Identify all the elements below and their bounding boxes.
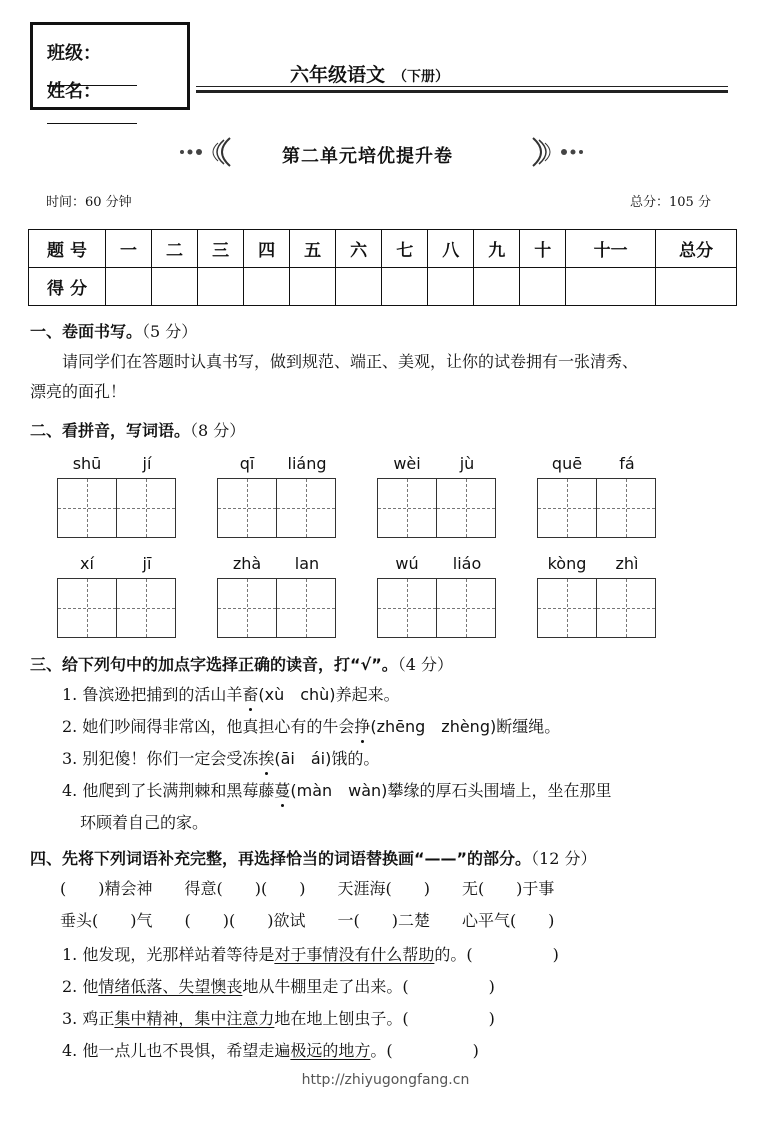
name-blank[interactable] [47,105,137,124]
sentence-text: 4. 他一点儿也不畏惧，希望走遍 [62,1041,291,1060]
header-rule-bottom [196,90,728,93]
question-text: 3. 别犯傻！你们一定会受冻 [62,749,259,768]
guide-line-horizontal [218,608,276,609]
guide-line-horizontal [538,508,596,509]
tianzige-cell[interactable] [276,578,336,638]
table-cell: 得 分 [29,268,106,306]
writing-box [537,578,657,638]
volume-label: （下册） [393,69,450,85]
table-cell: 九 [474,230,520,268]
dotted-char: 挣 [354,714,370,737]
total-score: 总分：105 分 [630,195,711,210]
score-cell[interactable] [656,268,737,306]
question-text: 饿的。 [331,749,380,768]
writing-box [217,478,337,538]
pinyin-labels [537,454,657,476]
name-label: 姓名： [47,81,101,102]
guide-line-horizontal [58,508,116,509]
pinyin-label: liáo [452,554,482,573]
tianzige-cell[interactable] [57,578,117,638]
pinyin-label: jù [459,454,475,473]
score-cell[interactable] [106,268,152,306]
table-row [29,268,737,306]
writing-box [377,578,497,638]
table-cell: 总分 [656,230,737,268]
pinyin-labels [57,554,177,576]
section-1-title [30,319,197,342]
tianzige-cell[interactable] [217,478,277,538]
tianzige-cell[interactable] [596,478,656,538]
sentence-text: 1. 他发现，光那样站着等待是 [62,945,275,964]
pinyin-choice[interactable]: (màn wàn) [290,781,388,800]
question-line [62,778,611,801]
guide-line-horizontal [117,608,175,609]
tianzige-cell[interactable] [217,578,277,638]
guide-line-horizontal [437,608,495,609]
table-cell: 五 [290,230,336,268]
section-title-text: 二、看拼音，写词语。 [30,421,191,440]
question-line [62,682,400,705]
dotted-char: 挨 [258,746,274,769]
section-1-line: 漂亮的面孔！ [30,382,127,401]
tianzige-cell[interactable] [116,478,176,538]
underlined-phrase: 集中精神，集中注意力 [114,1009,275,1028]
header-rule-top [196,86,728,87]
pinyin-choice[interactable]: (xù chù) [258,685,336,704]
table-cell: 七 [382,230,428,268]
dotted-char: 蔓 [274,778,290,801]
guide-line-horizontal [597,508,655,509]
guide-line-horizontal [277,508,335,509]
score-cell[interactable] [520,268,566,306]
pinyin-labels [217,554,337,576]
pinyin-labels [57,454,177,476]
table-cell: 十一 [566,230,656,268]
question-text: 1. 鲁滨逊把捕到的活山羊 [62,685,243,704]
score-cell[interactable] [244,268,290,306]
underlined-phrase: 情绪低落、失望懊丧 [98,977,243,996]
section-4-title [30,846,597,869]
pinyin-label: shū [72,454,102,473]
student-info-box [30,22,190,110]
pinyin-label: qī [239,454,255,473]
score-cell[interactable] [428,268,474,306]
pinyin-label: liáng [287,454,327,473]
table-cell: 八 [428,230,474,268]
underlined-phrase: 极远的地方 [290,1041,371,1060]
guide-line-horizontal [58,608,116,609]
tianzige-cell[interactable] [116,578,176,638]
tianzige-cell[interactable] [436,578,496,638]
guide-line-horizontal [538,608,596,609]
tianzige-cell[interactable] [537,478,597,538]
answer-blank[interactable]: 地在地上刨虫子。( ) [274,1009,495,1028]
answer-blank[interactable]: 。( ) [370,1041,479,1060]
question-text: 断缰绳。 [496,717,561,736]
underlined-phrase: 对于事情没有什么帮助 [274,945,435,964]
question-text: 2. 她们吵闹得非常凶，他真担心有的牛会 [62,717,355,736]
section-points: （5 分） [142,322,198,341]
question-line [62,714,560,737]
pinyin-label: xí [80,554,94,573]
pinyin-labels [377,554,497,576]
table-cell: 一 [106,230,152,268]
writing-box [57,578,177,638]
ornament-left-icon [178,134,238,170]
section-title-text: 三、给下列句中的加点字选择正确的读音，打“√”。 [30,655,398,674]
pinyin-label: zhì [615,554,639,573]
name-field[interactable] [47,77,187,124]
writing-box [57,478,177,538]
score-cell[interactable] [198,268,244,306]
pinyin-choice[interactable]: (āi ái) [274,749,332,768]
score-cell[interactable] [336,268,382,306]
section-points: （8 分） [190,421,246,440]
section-points: （4 分） [397,655,453,674]
time-limit: 时间：60 分钟 [46,195,132,210]
question-text: 养起来。 [335,685,400,704]
table-cell: 六 [336,230,382,268]
sentence-text: 3. 鸡正 [62,1009,115,1028]
pinyin-labels [217,454,337,476]
pinyin-label: jí [142,454,152,473]
pinyin-label: wèi [393,454,421,473]
question-line [62,746,379,769]
score-cell[interactable] [474,268,520,306]
guide-line-horizontal [378,508,436,509]
pinyin-label: lan [294,554,320,573]
footer-url[interactable]: http://zhiyugongfang.cn [301,1072,470,1088]
table-cell: 四 [244,230,290,268]
section-2-title [30,418,245,441]
tianzige-cell[interactable] [537,578,597,638]
writing-box [377,478,497,538]
answer-blank[interactable]: 的。( ) [434,945,559,964]
pinyin-label: wú [395,554,419,573]
guide-line-horizontal [378,608,436,609]
question-line: 环顾着自己的家。 [80,813,209,832]
guide-line-horizontal [277,608,335,609]
tianzige-cell[interactable] [377,578,437,638]
pinyin-label: fá [619,454,635,473]
score-cell[interactable] [382,268,428,306]
tianzige-cell[interactable] [57,478,117,538]
pinyin-label: quē [551,454,583,473]
ornament-right-icon [525,134,585,170]
table-cell: 十 [520,230,566,268]
score-cell[interactable] [290,268,336,306]
sentence-line [62,1038,479,1061]
pinyin-label: zhà [232,554,262,573]
tianzige-cell[interactable] [377,478,437,538]
writing-box [537,478,657,538]
section-1-line: 请同学们在答题时认真书写，做到规范、端正、美观，让你的试卷拥有一张清秀、 [62,352,639,371]
guide-line-horizontal [597,608,655,609]
table-cell: 二 [152,230,198,268]
sentence-line [62,942,559,965]
pinyin-labels [377,454,497,476]
section-points: （12 分） [531,849,597,868]
subject-title: 六年级语文 [290,64,386,86]
tianzige-cell[interactable] [276,478,336,538]
answer-blank[interactable]: 地从牛棚里走了出来。( ) [242,977,495,996]
pinyin-label: jī [142,554,152,573]
section-title-text: 四、先将下列词语补充完整，再选择恰当的词语替换画“——”的部分。 [30,849,532,868]
dotted-char: 畜 [242,682,258,705]
section-title-text: 一、卷面书写。 [30,322,143,341]
unit-title: 第二单元培优提升卷 [282,146,453,167]
question-text: 4. 他爬到了长满荆棘和黑莓藤 [62,781,275,800]
pinyin-labels [537,554,657,576]
tianzige-cell[interactable] [596,578,656,638]
pinyin-choice[interactable]: (zhēng zhèng) [370,717,497,736]
question-text: 攀缘的厚石头围墙上，坐在那里 [387,781,612,800]
pinyin-label: kòng [547,554,587,573]
guide-line-horizontal [437,508,495,509]
table-row [29,230,737,268]
section-3-title [30,652,453,675]
sentence-line [62,1006,495,1029]
table-cell: 题 号 [29,230,106,268]
writing-box [217,578,337,638]
table-cell: 三 [198,230,244,268]
guide-line-horizontal [218,508,276,509]
tianzige-cell[interactable] [436,478,496,538]
sentence-text: 2. 他 [62,977,99,996]
word-fill-line[interactable]: 垂头( )气 ( )( )欲试 一( )二楚 心平气( ) [60,911,555,930]
word-fill-line[interactable]: ( )精会神 得意( )( ) 天涯海( ) 无( )于事 [60,879,555,898]
class-label: 班级： [47,43,101,64]
sentence-line [62,974,495,997]
score-cell[interactable] [566,268,656,306]
page-title [290,60,449,87]
guide-line-horizontal [117,508,175,509]
score-table [28,229,737,306]
score-cell[interactable] [152,268,198,306]
